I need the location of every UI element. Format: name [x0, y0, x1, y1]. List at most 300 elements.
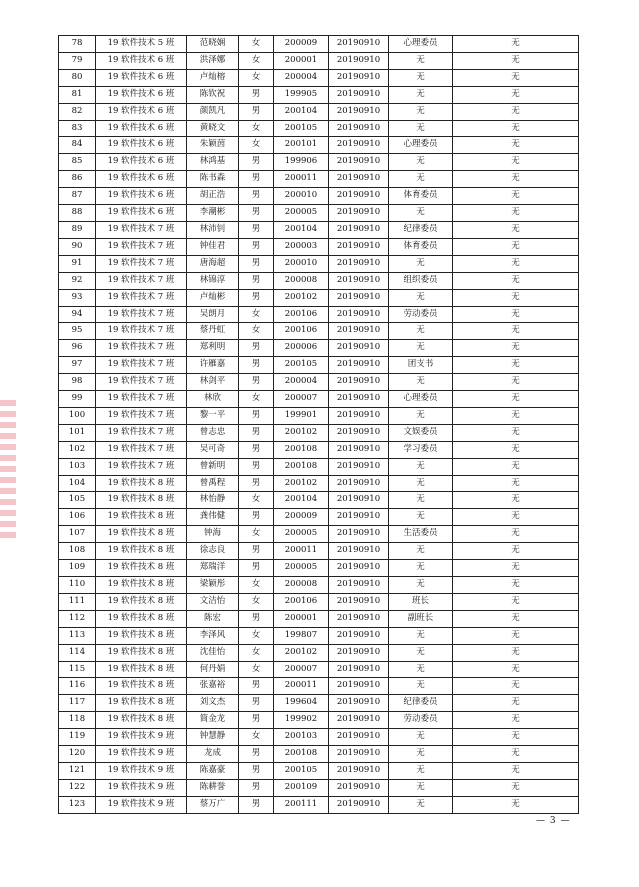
enrollment-date-cell: 20190910 — [329, 340, 389, 357]
table-row — [59, 610, 579, 627]
remark-cell: 无 — [453, 272, 579, 289]
student-name-cell: 龙成 — [187, 746, 239, 763]
table-row — [59, 762, 579, 779]
class-name-cell: 19 软件技术 7 班 — [96, 374, 187, 391]
class-name-cell: 19 软件技术 8 班 — [96, 509, 187, 526]
table-row — [59, 188, 579, 205]
birth-month-cell: 200010 — [274, 188, 329, 205]
table-row — [59, 526, 579, 543]
row-number-cell: 106 — [59, 509, 96, 526]
birth-month-cell: 200102 — [274, 475, 329, 492]
row-number-cell: 87 — [59, 188, 96, 205]
remark-cell: 无 — [453, 593, 579, 610]
remark-cell: 无 — [453, 475, 579, 492]
birth-month-cell: 200102 — [274, 644, 329, 661]
remark-cell: 无 — [453, 36, 579, 53]
birth-month-cell: 199902 — [274, 712, 329, 729]
row-number-cell: 111 — [59, 593, 96, 610]
table-row — [59, 255, 579, 272]
class-role-cell: 无 — [389, 560, 453, 577]
class-name-cell: 19 软件技术 8 班 — [96, 526, 187, 543]
student-name-cell: 林欣 — [187, 391, 239, 408]
class-role-cell: 无 — [389, 103, 453, 120]
birth-month-cell: 200105 — [274, 120, 329, 137]
remark-cell: 无 — [453, 543, 579, 560]
enrollment-date-cell: 20190910 — [329, 272, 389, 289]
student-name-cell: 黎一平 — [187, 407, 239, 424]
birth-month-cell: 200008 — [274, 272, 329, 289]
class-name-cell: 19 软件技术 6 班 — [96, 86, 187, 103]
remark-cell: 无 — [453, 374, 579, 391]
table-row — [59, 779, 579, 796]
table-row — [59, 407, 579, 424]
class-name-cell: 19 软件技术 6 班 — [96, 120, 187, 137]
birth-month-cell: 200104 — [274, 492, 329, 509]
table-row — [59, 103, 579, 120]
enrollment-date-cell: 20190910 — [329, 323, 389, 340]
gender-cell: 男 — [239, 340, 274, 357]
birth-month-cell: 200108 — [274, 441, 329, 458]
student-name-cell: 梁颖彤 — [187, 577, 239, 594]
table-row — [59, 52, 579, 69]
class-role-cell: 无 — [389, 627, 453, 644]
row-number-cell: 90 — [59, 238, 96, 255]
table-row — [59, 441, 579, 458]
birth-month-cell: 200104 — [274, 103, 329, 120]
gender-cell: 男 — [239, 103, 274, 120]
row-number-cell: 114 — [59, 644, 96, 661]
class-role-cell: 劳动委员 — [389, 306, 453, 323]
student-name-cell: 吴朗月 — [187, 306, 239, 323]
gender-cell: 男 — [239, 289, 274, 306]
gender-cell: 女 — [239, 526, 274, 543]
birth-month-cell: 200001 — [274, 610, 329, 627]
remark-cell: 无 — [453, 391, 579, 408]
enrollment-date-cell: 20190910 — [329, 188, 389, 205]
row-number-cell: 85 — [59, 154, 96, 171]
class-role-cell: 团支书 — [389, 357, 453, 374]
row-number-cell: 119 — [59, 729, 96, 746]
student-name-cell: 林鸿基 — [187, 154, 239, 171]
remark-cell: 无 — [453, 188, 579, 205]
class-name-cell: 19 软件技术 7 班 — [96, 441, 187, 458]
row-number-cell: 82 — [59, 103, 96, 120]
remark-cell: 无 — [453, 678, 579, 695]
enrollment-date-cell: 20190910 — [329, 644, 389, 661]
birth-month-cell: 200111 — [274, 796, 329, 813]
class-role-cell: 学习委员 — [389, 441, 453, 458]
row-number-cell: 116 — [59, 678, 96, 695]
class-role-cell: 无 — [389, 340, 453, 357]
student-name-cell: 林锦淳 — [187, 272, 239, 289]
student-name-cell: 李泽风 — [187, 627, 239, 644]
birth-month-cell: 200102 — [274, 424, 329, 441]
class-name-cell: 19 软件技术 7 班 — [96, 340, 187, 357]
row-number-cell: 95 — [59, 323, 96, 340]
gender-cell: 男 — [239, 86, 274, 103]
class-name-cell: 19 软件技术 8 班 — [96, 593, 187, 610]
class-role-cell: 心理委员 — [389, 137, 453, 154]
student-name-cell: 陈书森 — [187, 171, 239, 188]
table-row — [59, 729, 579, 746]
enrollment-date-cell: 20190910 — [329, 103, 389, 120]
gender-cell: 男 — [239, 424, 274, 441]
remark-cell: 无 — [453, 762, 579, 779]
enrollment-date-cell: 20190910 — [329, 407, 389, 424]
remark-cell: 无 — [453, 441, 579, 458]
class-name-cell: 19 软件技术 9 班 — [96, 779, 187, 796]
birth-month-cell: 200003 — [274, 238, 329, 255]
remark-cell: 无 — [453, 407, 579, 424]
gender-cell: 男 — [239, 221, 274, 238]
class-role-cell: 无 — [389, 289, 453, 306]
row-number-cell: 80 — [59, 69, 96, 86]
row-number-cell: 84 — [59, 137, 96, 154]
gender-cell: 男 — [239, 374, 274, 391]
gender-cell: 男 — [239, 762, 274, 779]
student-name-cell: 何丹娟 — [187, 661, 239, 678]
row-number-cell: 78 — [59, 36, 96, 53]
class-name-cell: 19 软件技术 7 班 — [96, 255, 187, 272]
row-number-cell: 122 — [59, 779, 96, 796]
class-name-cell: 19 软件技术 8 班 — [96, 627, 187, 644]
class-name-cell: 19 软件技术 6 班 — [96, 171, 187, 188]
row-number-cell: 98 — [59, 374, 96, 391]
class-name-cell: 19 软件技术 6 班 — [96, 103, 187, 120]
class-name-cell: 19 软件技术 8 班 — [96, 644, 187, 661]
birth-month-cell: 200004 — [274, 374, 329, 391]
class-role-cell: 体育委员 — [389, 188, 453, 205]
row-number-cell: 123 — [59, 796, 96, 813]
row-number-cell: 96 — [59, 340, 96, 357]
enrollment-date-cell: 20190910 — [329, 69, 389, 86]
class-role-cell: 无 — [389, 458, 453, 475]
enrollment-date-cell: 20190910 — [329, 154, 389, 171]
gender-cell: 女 — [239, 69, 274, 86]
class-name-cell: 19 软件技术 6 班 — [96, 205, 187, 222]
row-number-cell: 105 — [59, 492, 96, 509]
class-role-cell: 无 — [389, 69, 453, 86]
page-number: — 3 — — [536, 816, 571, 826]
birth-month-cell: 200006 — [274, 340, 329, 357]
enrollment-date-cell: 20190910 — [329, 593, 389, 610]
student-name-cell: 黄晓文 — [187, 120, 239, 137]
class-name-cell: 19 软件技术 7 班 — [96, 323, 187, 340]
class-role-cell: 无 — [389, 120, 453, 137]
class-role-cell: 无 — [389, 374, 453, 391]
remark-cell: 无 — [453, 255, 579, 272]
enrollment-date-cell: 20190910 — [329, 796, 389, 813]
student-name-cell: 洪泽娜 — [187, 52, 239, 69]
student-name-cell: 郑瑞洋 — [187, 560, 239, 577]
class-name-cell: 19 软件技术 7 班 — [96, 407, 187, 424]
class-name-cell: 19 软件技术 7 班 — [96, 306, 187, 323]
row-number-cell: 88 — [59, 205, 96, 222]
gender-cell: 男 — [239, 171, 274, 188]
student-name-cell: 卢灿榕 — [187, 69, 239, 86]
birth-month-cell: 200106 — [274, 323, 329, 340]
class-role-cell: 无 — [389, 171, 453, 188]
enrollment-date-cell: 20190910 — [329, 221, 389, 238]
class-role-cell: 体育委员 — [389, 238, 453, 255]
table-row — [59, 424, 579, 441]
row-number-cell: 108 — [59, 543, 96, 560]
remark-cell: 无 — [453, 779, 579, 796]
table-row — [59, 137, 579, 154]
student-name-cell: 蔡丹虹 — [187, 323, 239, 340]
table-row — [59, 374, 579, 391]
student-name-cell: 刘文杰 — [187, 695, 239, 712]
enrollment-date-cell: 20190910 — [329, 746, 389, 763]
student-name-cell: 卢灿彬 — [187, 289, 239, 306]
table-row — [59, 171, 579, 188]
gender-cell: 女 — [239, 120, 274, 137]
table-row — [59, 120, 579, 137]
remark-cell: 无 — [453, 610, 579, 627]
remark-cell: 无 — [453, 560, 579, 577]
remark-cell: 无 — [453, 221, 579, 238]
gender-cell: 男 — [239, 678, 274, 695]
enrollment-date-cell: 20190910 — [329, 441, 389, 458]
class-name-cell: 19 软件技术 8 班 — [96, 678, 187, 695]
student-name-cell: 陈耕誉 — [187, 779, 239, 796]
class-role-cell: 无 — [389, 52, 453, 69]
remark-cell: 无 — [453, 120, 579, 137]
enrollment-date-cell: 20190910 — [329, 36, 389, 53]
class-role-cell: 无 — [389, 543, 453, 560]
row-number-cell: 117 — [59, 695, 96, 712]
row-number-cell: 110 — [59, 577, 96, 594]
row-number-cell: 83 — [59, 120, 96, 137]
student-name-cell: 曾新明 — [187, 458, 239, 475]
remark-cell: 无 — [453, 509, 579, 526]
class-name-cell: 19 软件技术 6 班 — [96, 188, 187, 205]
class-role-cell: 纪律委员 — [389, 695, 453, 712]
enrollment-date-cell: 20190910 — [329, 205, 389, 222]
class-name-cell: 19 软件技术 8 班 — [96, 610, 187, 627]
gender-cell: 男 — [239, 238, 274, 255]
enrollment-date-cell: 20190910 — [329, 610, 389, 627]
row-number-cell: 100 — [59, 407, 96, 424]
row-number-cell: 120 — [59, 746, 96, 763]
class-name-cell: 19 软件技术 8 班 — [96, 695, 187, 712]
birth-month-cell: 200105 — [274, 762, 329, 779]
gender-cell: 男 — [239, 255, 274, 272]
remark-cell: 无 — [453, 661, 579, 678]
gender-cell: 女 — [239, 577, 274, 594]
table-row — [59, 205, 579, 222]
enrollment-date-cell: 20190910 — [329, 357, 389, 374]
class-name-cell: 19 软件技术 7 班 — [96, 391, 187, 408]
table-row — [59, 221, 579, 238]
gender-cell: 男 — [239, 357, 274, 374]
remark-cell: 无 — [453, 205, 579, 222]
student-name-cell: 许雁嘉 — [187, 357, 239, 374]
enrollment-date-cell: 20190910 — [329, 560, 389, 577]
class-name-cell: 19 软件技术 8 班 — [96, 475, 187, 492]
enrollment-date-cell: 20190910 — [329, 255, 389, 272]
remark-cell: 无 — [453, 171, 579, 188]
gender-cell: 男 — [239, 509, 274, 526]
class-role-cell: 无 — [389, 762, 453, 779]
class-name-cell: 19 软件技术 7 班 — [96, 458, 187, 475]
class-name-cell: 19 软件技术 9 班 — [96, 796, 187, 813]
remark-cell: 无 — [453, 526, 579, 543]
class-name-cell: 19 软件技术 6 班 — [96, 137, 187, 154]
gender-cell: 男 — [239, 441, 274, 458]
student-name-cell: 唐海超 — [187, 255, 239, 272]
table-row — [59, 340, 579, 357]
row-number-cell: 102 — [59, 441, 96, 458]
table-row — [59, 678, 579, 695]
class-name-cell: 19 软件技术 8 班 — [96, 712, 187, 729]
birth-month-cell: 200108 — [274, 458, 329, 475]
enrollment-date-cell: 20190910 — [329, 729, 389, 746]
enrollment-date-cell: 20190910 — [329, 509, 389, 526]
class-name-cell: 19 软件技术 7 班 — [96, 424, 187, 441]
student-name-cell: 曾志忠 — [187, 424, 239, 441]
birth-month-cell: 200009 — [274, 509, 329, 526]
birth-month-cell: 200005 — [274, 560, 329, 577]
gender-cell: 男 — [239, 560, 274, 577]
class-name-cell: 19 软件技术 8 班 — [96, 492, 187, 509]
remark-cell: 无 — [453, 306, 579, 323]
remark-cell: 无 — [453, 458, 579, 475]
student-name-cell: 胡正浩 — [187, 188, 239, 205]
class-role-cell: 心理委员 — [389, 36, 453, 53]
student-name-cell: 文洁怡 — [187, 593, 239, 610]
class-role-cell: 无 — [389, 661, 453, 678]
class-name-cell: 19 软件技术 8 班 — [96, 560, 187, 577]
student-name-cell: 范晓娴 — [187, 36, 239, 53]
remark-cell: 无 — [453, 86, 579, 103]
row-number-cell: 118 — [59, 712, 96, 729]
remark-cell: 无 — [453, 796, 579, 813]
table-row — [59, 238, 579, 255]
row-number-cell: 103 — [59, 458, 96, 475]
class-role-cell: 无 — [389, 205, 453, 222]
student-name-cell: 曾禹程 — [187, 475, 239, 492]
class-name-cell: 19 软件技术 9 班 — [96, 729, 187, 746]
enrollment-date-cell: 20190910 — [329, 424, 389, 441]
student-name-cell: 简金龙 — [187, 712, 239, 729]
enrollment-date-cell: 20190910 — [329, 695, 389, 712]
class-name-cell: 19 软件技术 7 班 — [96, 289, 187, 306]
table-row — [59, 644, 579, 661]
student-name-cell: 钟慧静 — [187, 729, 239, 746]
class-role-cell: 无 — [389, 407, 453, 424]
birth-month-cell: 200010 — [274, 255, 329, 272]
enrollment-date-cell: 20190910 — [329, 52, 389, 69]
table-row — [59, 746, 579, 763]
class-role-cell: 副班长 — [389, 610, 453, 627]
class-name-cell: 19 软件技术 6 班 — [96, 69, 187, 86]
table-row — [59, 661, 579, 678]
enrollment-date-cell: 20190910 — [329, 577, 389, 594]
enrollment-date-cell: 20190910 — [329, 374, 389, 391]
remark-cell: 无 — [453, 712, 579, 729]
row-number-cell: 93 — [59, 289, 96, 306]
class-role-cell: 无 — [389, 644, 453, 661]
class-name-cell: 19 软件技术 7 班 — [96, 272, 187, 289]
class-name-cell: 19 软件技术 7 班 — [96, 221, 187, 238]
student-name-cell: 林怡静 — [187, 492, 239, 509]
remark-cell: 无 — [453, 729, 579, 746]
birth-month-cell: 199807 — [274, 627, 329, 644]
birth-month-cell: 200011 — [274, 543, 329, 560]
row-number-cell: 121 — [59, 762, 96, 779]
class-role-cell: 无 — [389, 746, 453, 763]
class-role-cell: 无 — [389, 255, 453, 272]
remark-cell: 无 — [453, 644, 579, 661]
student-name-cell: 朱颖茵 — [187, 137, 239, 154]
class-role-cell: 无 — [389, 323, 453, 340]
birth-month-cell: 199604 — [274, 695, 329, 712]
row-number-cell: 79 — [59, 52, 96, 69]
gender-cell: 男 — [239, 154, 274, 171]
remark-cell: 无 — [453, 137, 579, 154]
birth-month-cell: 199906 — [274, 154, 329, 171]
enrollment-date-cell: 20190910 — [329, 120, 389, 137]
remark-cell: 无 — [453, 289, 579, 306]
enrollment-date-cell: 20190910 — [329, 86, 389, 103]
table-row — [59, 357, 579, 374]
row-number-cell: 81 — [59, 86, 96, 103]
student-name-cell: 钟海 — [187, 526, 239, 543]
class-role-cell: 文娱委员 — [389, 424, 453, 441]
enrollment-date-cell: 20190910 — [329, 543, 389, 560]
row-number-cell: 115 — [59, 661, 96, 678]
class-role-cell: 无 — [389, 577, 453, 594]
table-row — [59, 577, 579, 594]
row-number-cell: 101 — [59, 424, 96, 441]
class-role-cell: 无 — [389, 86, 453, 103]
enrollment-date-cell: 20190910 — [329, 627, 389, 644]
student-name-cell: 林剑平 — [187, 374, 239, 391]
table-row — [59, 36, 579, 53]
gender-cell: 男 — [239, 796, 274, 813]
remark-cell: 无 — [453, 577, 579, 594]
birth-month-cell: 200001 — [274, 52, 329, 69]
table-row — [59, 272, 579, 289]
remark-cell: 无 — [453, 323, 579, 340]
remark-cell: 无 — [453, 492, 579, 509]
table-row — [59, 289, 579, 306]
row-number-cell: 92 — [59, 272, 96, 289]
gender-cell: 女 — [239, 137, 274, 154]
table-row — [59, 492, 579, 509]
gender-cell: 女 — [239, 729, 274, 746]
class-name-cell: 19 软件技术 9 班 — [96, 762, 187, 779]
remark-cell: 无 — [453, 627, 579, 644]
table-row — [59, 323, 579, 340]
enrollment-date-cell: 20190910 — [329, 492, 389, 509]
enrollment-date-cell: 20190910 — [329, 762, 389, 779]
table-row — [59, 154, 579, 171]
table-row — [59, 391, 579, 408]
birth-month-cell: 200106 — [274, 593, 329, 610]
birth-month-cell: 200109 — [274, 779, 329, 796]
student-name-cell: 钟佳君 — [187, 238, 239, 255]
class-role-cell: 无 — [389, 678, 453, 695]
enrollment-date-cell: 20190910 — [329, 661, 389, 678]
remark-cell: 无 — [453, 154, 579, 171]
enrollment-date-cell: 20190910 — [329, 678, 389, 695]
birth-month-cell: 199905 — [274, 86, 329, 103]
remark-cell: 无 — [453, 424, 579, 441]
enrollment-date-cell: 20190910 — [329, 779, 389, 796]
student-name-cell: 沈佳怡 — [187, 644, 239, 661]
